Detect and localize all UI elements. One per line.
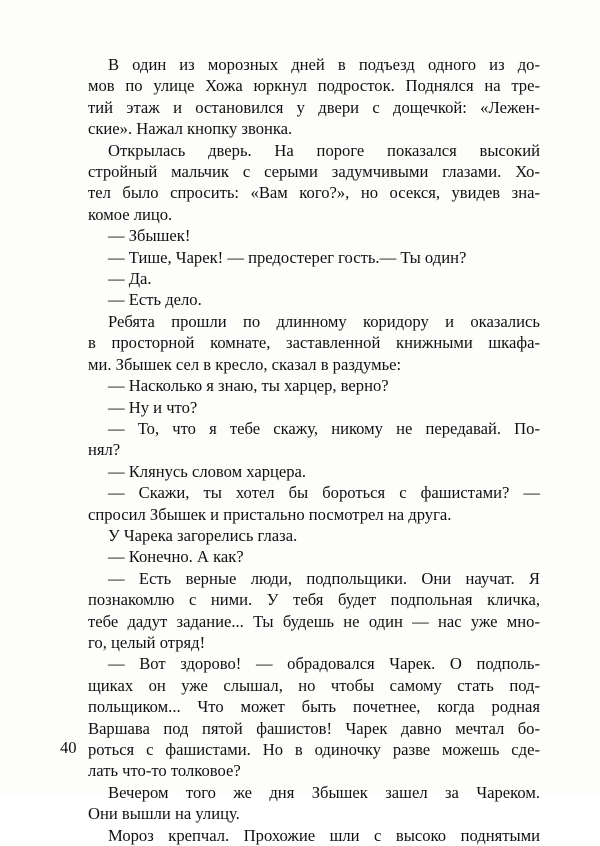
text-line: польщиком... Что может быть почетнее, когда родная [88, 697, 540, 717]
text-line: щиках он уже слышал, но чтобы самому стать под- [88, 675, 540, 695]
text-line: ми. Збышек сел в кресло, сказал в раздумье: [88, 354, 402, 374]
text-line: роться с фашистами. Но в одиночку разве можешь сде- [88, 740, 540, 759]
text-line: Мороз крепчал. Прохожие шли с высоко поднятыми [108, 825, 540, 845]
text-line: — Конечно. А как? [108, 547, 244, 567]
page-body-text [88, 54, 540, 846]
text-line: — То, что я тебе скажу, никому не передавай. По- [108, 418, 540, 438]
text-line: Открылась дверь. На пороге показался высокий [108, 140, 540, 160]
text-line: познакомлю с ними. У тебя будет подпольная кличка, [88, 590, 540, 610]
text-line: — Есть дело. [108, 290, 202, 310]
text-line: — Клянусь словом харцера. [108, 461, 307, 481]
text-line: го, целый отряд! [88, 632, 206, 652]
text-line: Они вышли на улицу. [88, 804, 240, 824]
text-line: Вечером того же дня Збышек зашел за Чареком. [108, 782, 540, 802]
text-line: В один из морозных дней в подъезд одного из до- [108, 55, 540, 74]
text-line: лать что-то толковое? [88, 761, 241, 781]
text-line: — Есть верные люди, подпольщики. Они научат. Я [108, 568, 540, 588]
text-line: — Тише, Чарек! — предостерег гость.— Ты один? [108, 247, 467, 267]
text-line: нял? [88, 440, 121, 460]
text-line: Ребята прошли по длинному коридору и оказались [108, 311, 540, 331]
text-line: — Да. [108, 269, 152, 289]
text-line: комое лицо. [88, 204, 173, 224]
text-line: — Насколько я знаю, ты харцер, верно? [108, 376, 389, 396]
text-line: ские». Нажал кнопку звонка. [88, 119, 293, 139]
text-line: Варшава под пятой фашистов! Чарек давно мечтал бо- [88, 718, 540, 738]
text-line: тебе дадут задание... Ты будешь не один — нас уже мно- [88, 611, 540, 631]
text-line: тел было спросить: «Вам кого?», но осекся, увидев зна- [88, 183, 540, 203]
text-line: — Вот здорово! — обрадовался Чарек. О подполь- [108, 654, 540, 674]
text-line: спросил Збышек и пристально посмотрел на друга. [88, 504, 452, 524]
text-line: У Чарека загорелись глаза. [108, 525, 298, 545]
text-line: мов по улице Хожа юркнул подросток. Поднялся на тре- [88, 76, 540, 96]
text-line: тий этаж и остановился у двери с дощечкой: «Лежен- [88, 97, 540, 117]
text-line: в просторной комнате, заставленной книжными шкафа- [88, 333, 540, 353]
page-number: 40 [60, 738, 77, 757]
text-line: стройный мальчик с серыми задумчивыми глазами. Хо- [88, 162, 540, 182]
text-line: — Збышек! [108, 226, 191, 246]
text-line: — Ну и что? [108, 397, 198, 417]
text-line: — Скажи, ты хотел бы бороться с фашистами? — [108, 483, 540, 503]
